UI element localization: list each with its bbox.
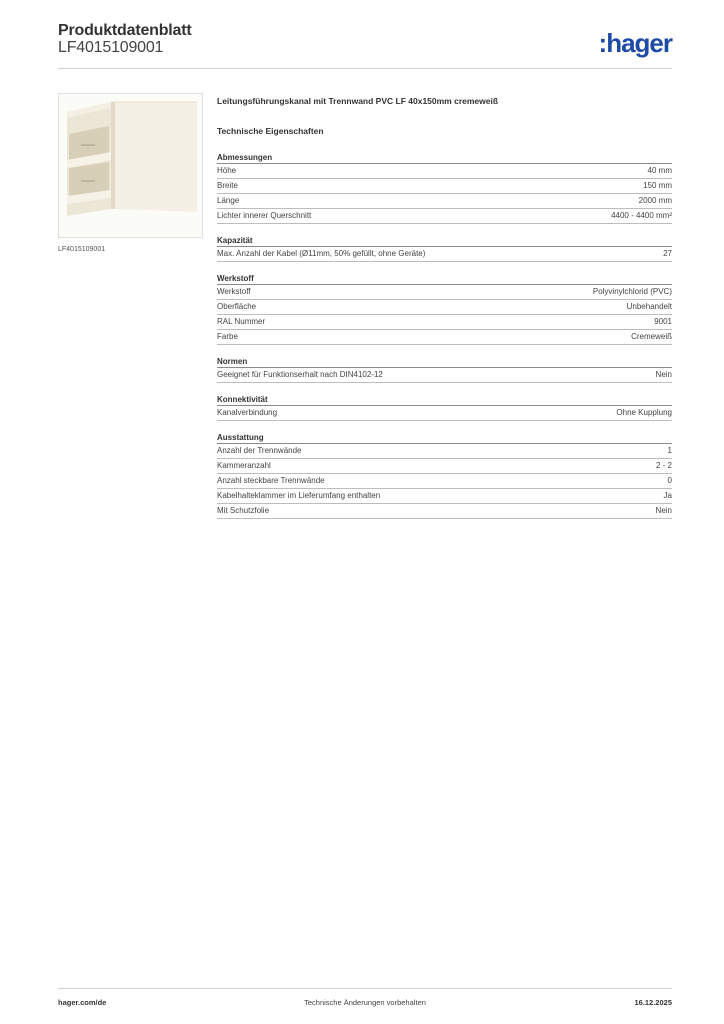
header-divider (58, 68, 672, 69)
property-value: Ohne Kupplung (616, 408, 672, 417)
property-row (217, 444, 672, 459)
property-row (217, 459, 672, 474)
property-label: Anzahl der Trennwände (217, 446, 302, 455)
property-row (217, 300, 672, 315)
document-date: 16.12.2025 (634, 998, 672, 1007)
hager-logo: :hager (598, 28, 672, 58)
footer-divider (58, 988, 672, 989)
property-value: 27 (663, 249, 672, 258)
section-title: Kapazität (217, 234, 672, 247)
property-label: Breite (217, 181, 238, 190)
property-row (217, 489, 672, 504)
website-link[interactable]: hager.com/de (58, 998, 107, 1007)
property-label: Geeignet für Funktionserhalt nach DIN4102-12 (217, 370, 383, 379)
section-werkstoff (217, 272, 672, 345)
property-label: Farbe (217, 332, 238, 341)
property-label: Kammeranzahl (217, 461, 271, 470)
section-kapazität (217, 234, 672, 262)
property-row (217, 164, 672, 179)
property-label: Höhe (217, 166, 237, 175)
property-value: 2 - 2 (655, 461, 672, 470)
property-value: 4400 - 4400 mm² (611, 211, 672, 220)
property-label: Anzahl steckbare Trennwände (217, 476, 325, 485)
property-row (217, 179, 672, 194)
property-value: 40 mm (647, 166, 672, 175)
property-value: Nein (655, 370, 672, 379)
page-footer (58, 998, 672, 1010)
property-label: RAL Nummer (217, 317, 266, 326)
property-value: 1 (667, 446, 672, 455)
section-title: Abmessungen (217, 151, 672, 164)
section-konnektivität (217, 393, 672, 421)
data-sheet-content (217, 96, 672, 529)
cable-duct-picture (59, 94, 202, 237)
property-row (217, 504, 672, 519)
section-ausstattung (217, 431, 672, 519)
property-value: 2000 mm (638, 196, 672, 205)
property-row (217, 247, 672, 262)
product-image (58, 93, 203, 238)
property-value: Unbehandelt (626, 302, 672, 311)
property-label: Lichter innerer Querschnitt (217, 211, 312, 220)
section-abmessungen (217, 151, 672, 224)
property-value: Cremeweiß (631, 332, 672, 341)
property-label: Länge (217, 196, 240, 205)
section-title: Normen (217, 355, 672, 368)
logo-text: hager (606, 28, 672, 58)
property-value: Nein (655, 506, 672, 515)
section-title: Konnektivität (217, 393, 672, 406)
property-value: Polyvinylchlorid (PVC) (592, 287, 672, 296)
property-value: 9001 (654, 317, 672, 326)
property-row (217, 209, 672, 224)
section-title: Ausstattung (217, 431, 672, 444)
property-label: Oberfläche (217, 302, 257, 311)
property-row (217, 194, 672, 209)
section-title: Werkstoff (217, 272, 672, 285)
product-name: Leitungsführungskanal mit Trennwand PVC LF 40x150mm cremeweiß (217, 96, 499, 106)
property-row (217, 474, 672, 489)
property-label: Max. Anzahl der Kabel (Ø11mm, 50% gefüllt, ohne Geräte) (217, 249, 426, 258)
property-label: Mit Schutzfolie (217, 506, 270, 515)
property-row (217, 285, 672, 300)
property-row (217, 315, 672, 330)
property-value: 150 mm (643, 181, 672, 190)
property-label: Kanalverbindung (217, 408, 278, 417)
property-row (217, 406, 672, 421)
footer-notice: Technische Änderungen vorbehalten (304, 998, 426, 1007)
document-title: Produktdatenblatt (58, 22, 192, 39)
property-row (217, 368, 672, 383)
property-row (217, 330, 672, 345)
properties-sections (217, 151, 672, 519)
property-value: Ja (663, 491, 672, 500)
property-label: Kabelhalteklammer im Lieferumfang enthalten (217, 491, 381, 500)
property-value: 0 (667, 476, 672, 485)
property-label: Werkstoff (217, 287, 251, 296)
article-number: LF4015109001 (58, 39, 164, 56)
section-normen (217, 355, 672, 383)
image-caption: LF4015109001 (58, 246, 106, 253)
technical-properties-heading: Technische Eigenschaften (217, 126, 324, 136)
page-header (58, 22, 672, 68)
